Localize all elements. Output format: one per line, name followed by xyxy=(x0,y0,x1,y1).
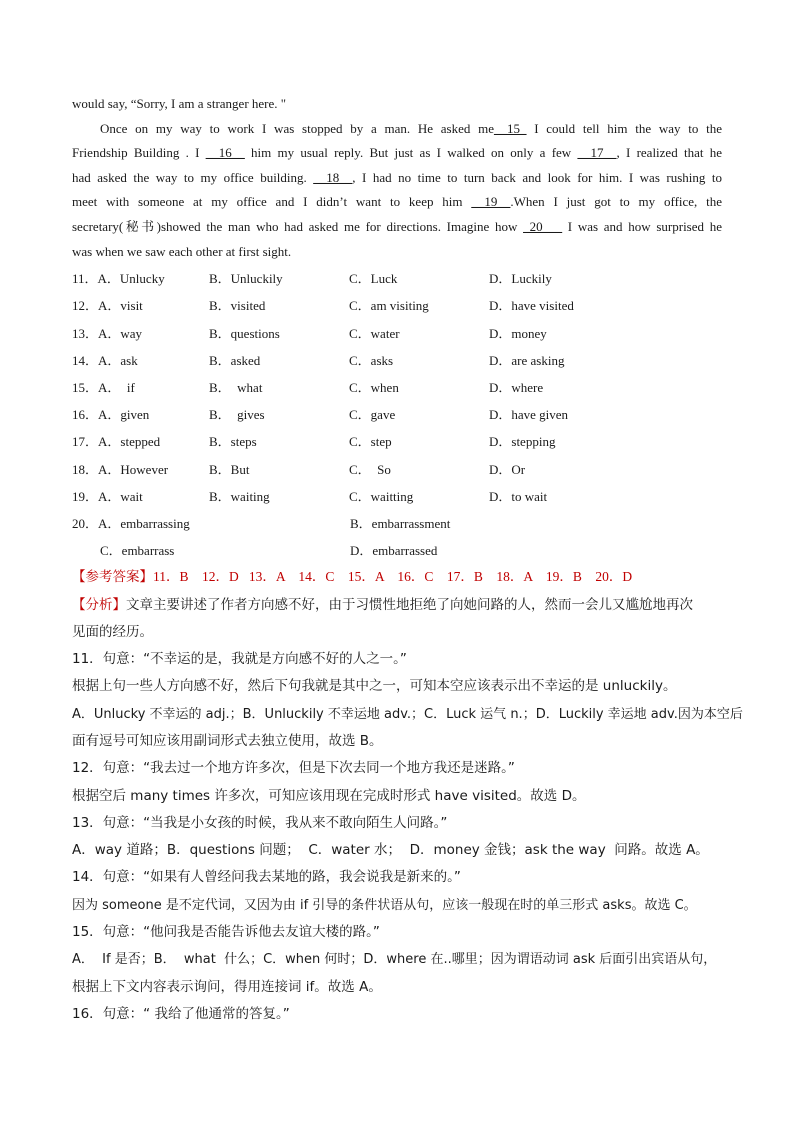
option-d: D．money xyxy=(489,325,547,341)
analysis-text: 文章主要讲述了作者方向感不好，由于习惯性地拒绝了向她问路的人，然而一会儿又尴尬地再次 xyxy=(126,596,693,613)
option-a xyxy=(72,431,209,450)
passage-text: Friendship Building . I xyxy=(72,145,206,161)
question-13 xyxy=(72,319,722,346)
option-a-text: A． if xyxy=(98,380,135,395)
analysis-label: 【分析】 xyxy=(72,596,126,613)
blank-18: __18__ xyxy=(313,169,353,185)
explanation-line: 因为 someone 是不定代词，又因为由 if 引导的条件状语从句，应该一般现在时的单三形式 asks。故选 C。 xyxy=(72,897,697,913)
explanation-line: A．way 道路；B．questions 问题； C．water 水； D．money 金钱；ask the way 问路。故选 A。 xyxy=(72,842,709,859)
option-a xyxy=(72,268,209,287)
option-d: D．Or xyxy=(489,461,526,477)
question-15 xyxy=(72,373,722,400)
explanation-line: 根据空后 many times 许多次，可知应该用现在完成时形式 have visited。故选 D。 xyxy=(72,787,586,804)
passage-text: meet with someone at my office and I didn’t want to keep him xyxy=(72,194,472,210)
question-12 xyxy=(72,291,722,318)
blank-20: _20___ xyxy=(523,218,563,234)
passage-text: had asked the way to my office building. xyxy=(72,169,314,185)
analysis xyxy=(72,592,722,619)
option-c: C．step xyxy=(349,434,392,450)
option-d: D．stepping xyxy=(489,434,556,450)
option-a xyxy=(72,459,209,478)
passage-line-6: was when we saw each other at first sight. xyxy=(72,243,292,259)
option-a-text: A．wait xyxy=(98,488,143,504)
option-d: D．where xyxy=(489,380,544,395)
question-19 xyxy=(72,482,722,509)
question-number: 20． xyxy=(72,515,99,531)
answer-key xyxy=(72,563,722,591)
passage-text: I was and how surprised he xyxy=(562,218,722,234)
option-a-text: A．given xyxy=(98,407,150,423)
option-c: C．am visiting xyxy=(349,298,429,314)
option-b: B． gives xyxy=(209,407,265,423)
question-number: 16． xyxy=(72,407,99,423)
passage-line-3 xyxy=(72,166,722,191)
explanation-line: 16．句意：“ 我给了他通常的答复。” xyxy=(72,1005,290,1022)
passage-line-0: would say, “Sorry, I am a stranger here. " xyxy=(72,96,287,111)
explanation-line: 11．句意：“不幸运的是，我就是方向感不好的人之一。” xyxy=(72,651,407,668)
explanations xyxy=(72,646,743,1028)
option-c: C．asks xyxy=(349,352,394,368)
option-d: D．to wait xyxy=(489,488,548,504)
explanation-line: A． If 是否；B． what 什么；C．when 何时；D．where 在..哪里；因为谓语动词 ask 后面引出宾语从句， xyxy=(72,952,717,968)
option-a-text: A．ask xyxy=(98,352,138,368)
blank-19: __19__ xyxy=(471,194,511,210)
option-b: B．But xyxy=(209,461,250,477)
document-page xyxy=(72,92,743,1028)
passage-line-2 xyxy=(72,141,722,166)
option-a xyxy=(72,404,209,423)
blank-16: __16__ xyxy=(205,145,245,161)
option-a xyxy=(72,323,209,342)
explanation-line: 根据上下文内容表示询问，得用连接词 if。故选 A。 xyxy=(72,978,382,995)
question-number: 18． xyxy=(72,461,99,477)
explanation-line: A．Unlucky 不幸运的 adj.；B．Unluckily 不幸运地 adv.；C．Luck 运气 n.；D．Luckily 幸运地 adv.因为本空后 xyxy=(72,706,743,722)
option-c: C．water xyxy=(349,325,400,341)
option-b: B． what xyxy=(209,380,263,395)
option-a-text: A．visit xyxy=(98,298,143,314)
option-d: D．have given xyxy=(489,407,569,423)
passage-text: secretary(秘书)showed the man who had asked me for directions. Imagine how xyxy=(72,218,524,234)
option-b: B．Unluckily xyxy=(209,271,283,287)
question-14 xyxy=(72,346,722,373)
option-a xyxy=(72,377,209,396)
passage-text: .When I just got to my office, the xyxy=(510,194,723,210)
passage-text: him my usual reply. But just as I walked on only a few xyxy=(244,145,578,161)
option-b: B．embarrassment xyxy=(350,515,451,531)
option-a-text: A．Unlucky xyxy=(97,271,165,287)
explanation-line: 15．句意：“他问我是否能告诉他去友谊大楼的路。” xyxy=(72,924,380,941)
question-11 xyxy=(72,264,722,291)
option-d: D．Luckily xyxy=(489,271,552,287)
option-a-text: A．However xyxy=(98,461,169,477)
option-c: C．embarrass xyxy=(100,543,175,559)
option-d: D．have visited xyxy=(489,298,574,314)
option-c: C．gave xyxy=(349,407,396,423)
question-number: 17． xyxy=(72,434,99,450)
analysis-line-2: 见面的经历。 xyxy=(72,623,153,640)
question-16 xyxy=(72,400,722,427)
answer-key-text: 11．B 12．D 13．A 14．C 15．A 16．C 17．B 18．A 19．B 20．D xyxy=(153,569,633,585)
passage-text: Once on my way to work I was stopped by a man. He asked me xyxy=(100,120,494,136)
question-number: 11． xyxy=(72,271,98,287)
question-20 xyxy=(72,509,722,536)
option-c: C．when xyxy=(349,380,399,395)
option-a xyxy=(72,350,209,369)
option-b: B．waiting xyxy=(209,488,270,504)
question-17 xyxy=(72,427,722,454)
option-a xyxy=(72,295,209,314)
option-c: C． So xyxy=(349,461,391,477)
option-d: D．are asking xyxy=(489,352,565,368)
option-d: D．embarrassed xyxy=(350,543,438,559)
option-a-text: A．way xyxy=(98,325,143,341)
question-number: 15． xyxy=(72,380,99,395)
option-c: C．waitting xyxy=(349,488,414,504)
option-b: B．asked xyxy=(209,352,261,368)
option-b: B．steps xyxy=(209,434,257,450)
explanation-line: 12．句意：“我去过一个地方许多次，但是下次去同一个地方我还是迷路。” xyxy=(72,760,515,777)
passage-line-5 xyxy=(72,215,722,240)
explanation-line: 13．句意：“当我是小女孩的时候，我从来不敢向陌生人问路。” xyxy=(72,814,448,831)
question-number: 12． xyxy=(72,298,99,314)
blank-17: __17__ xyxy=(577,145,617,161)
option-a xyxy=(72,486,209,505)
passage-line-1 xyxy=(72,117,722,142)
question-number: 13． xyxy=(72,325,99,341)
option-b: B．visited xyxy=(209,298,266,314)
option-a-text: A．stepped xyxy=(98,434,161,450)
answer-key-label: 【参考答案】 xyxy=(72,569,153,586)
question-20-row-2 xyxy=(72,536,722,563)
explanation-line: 面有逗号可知应该用副词形式去独立使用，故选 B。 xyxy=(72,733,383,749)
options-list xyxy=(72,264,722,563)
passage-text: , I realized that he xyxy=(616,145,722,161)
question-number: 14． xyxy=(72,352,99,368)
option-c: C．Luck xyxy=(349,271,398,287)
question-number: 19． xyxy=(72,488,99,504)
passage-line-4 xyxy=(72,190,722,215)
passage-text: I could tell him the way to the xyxy=(526,120,722,136)
blank-15: __15_ xyxy=(493,120,527,136)
explanation-line: 根据上句一些人方向感不好，然后下句我就是其中之一，可知本空应该表示出不幸运的是 unluckily。 xyxy=(72,678,677,695)
passage-text: , I had no time to turn back and look for him. I was rushing to xyxy=(352,169,722,185)
question-18 xyxy=(72,454,722,481)
explanation-line: 14．句意：“如果有人曾经问我去某地的路，我会说我是新来的。” xyxy=(72,869,461,886)
option-b: B．questions xyxy=(209,325,280,341)
option-a-text: A．embarrassing xyxy=(98,515,190,531)
option-a xyxy=(72,513,350,532)
